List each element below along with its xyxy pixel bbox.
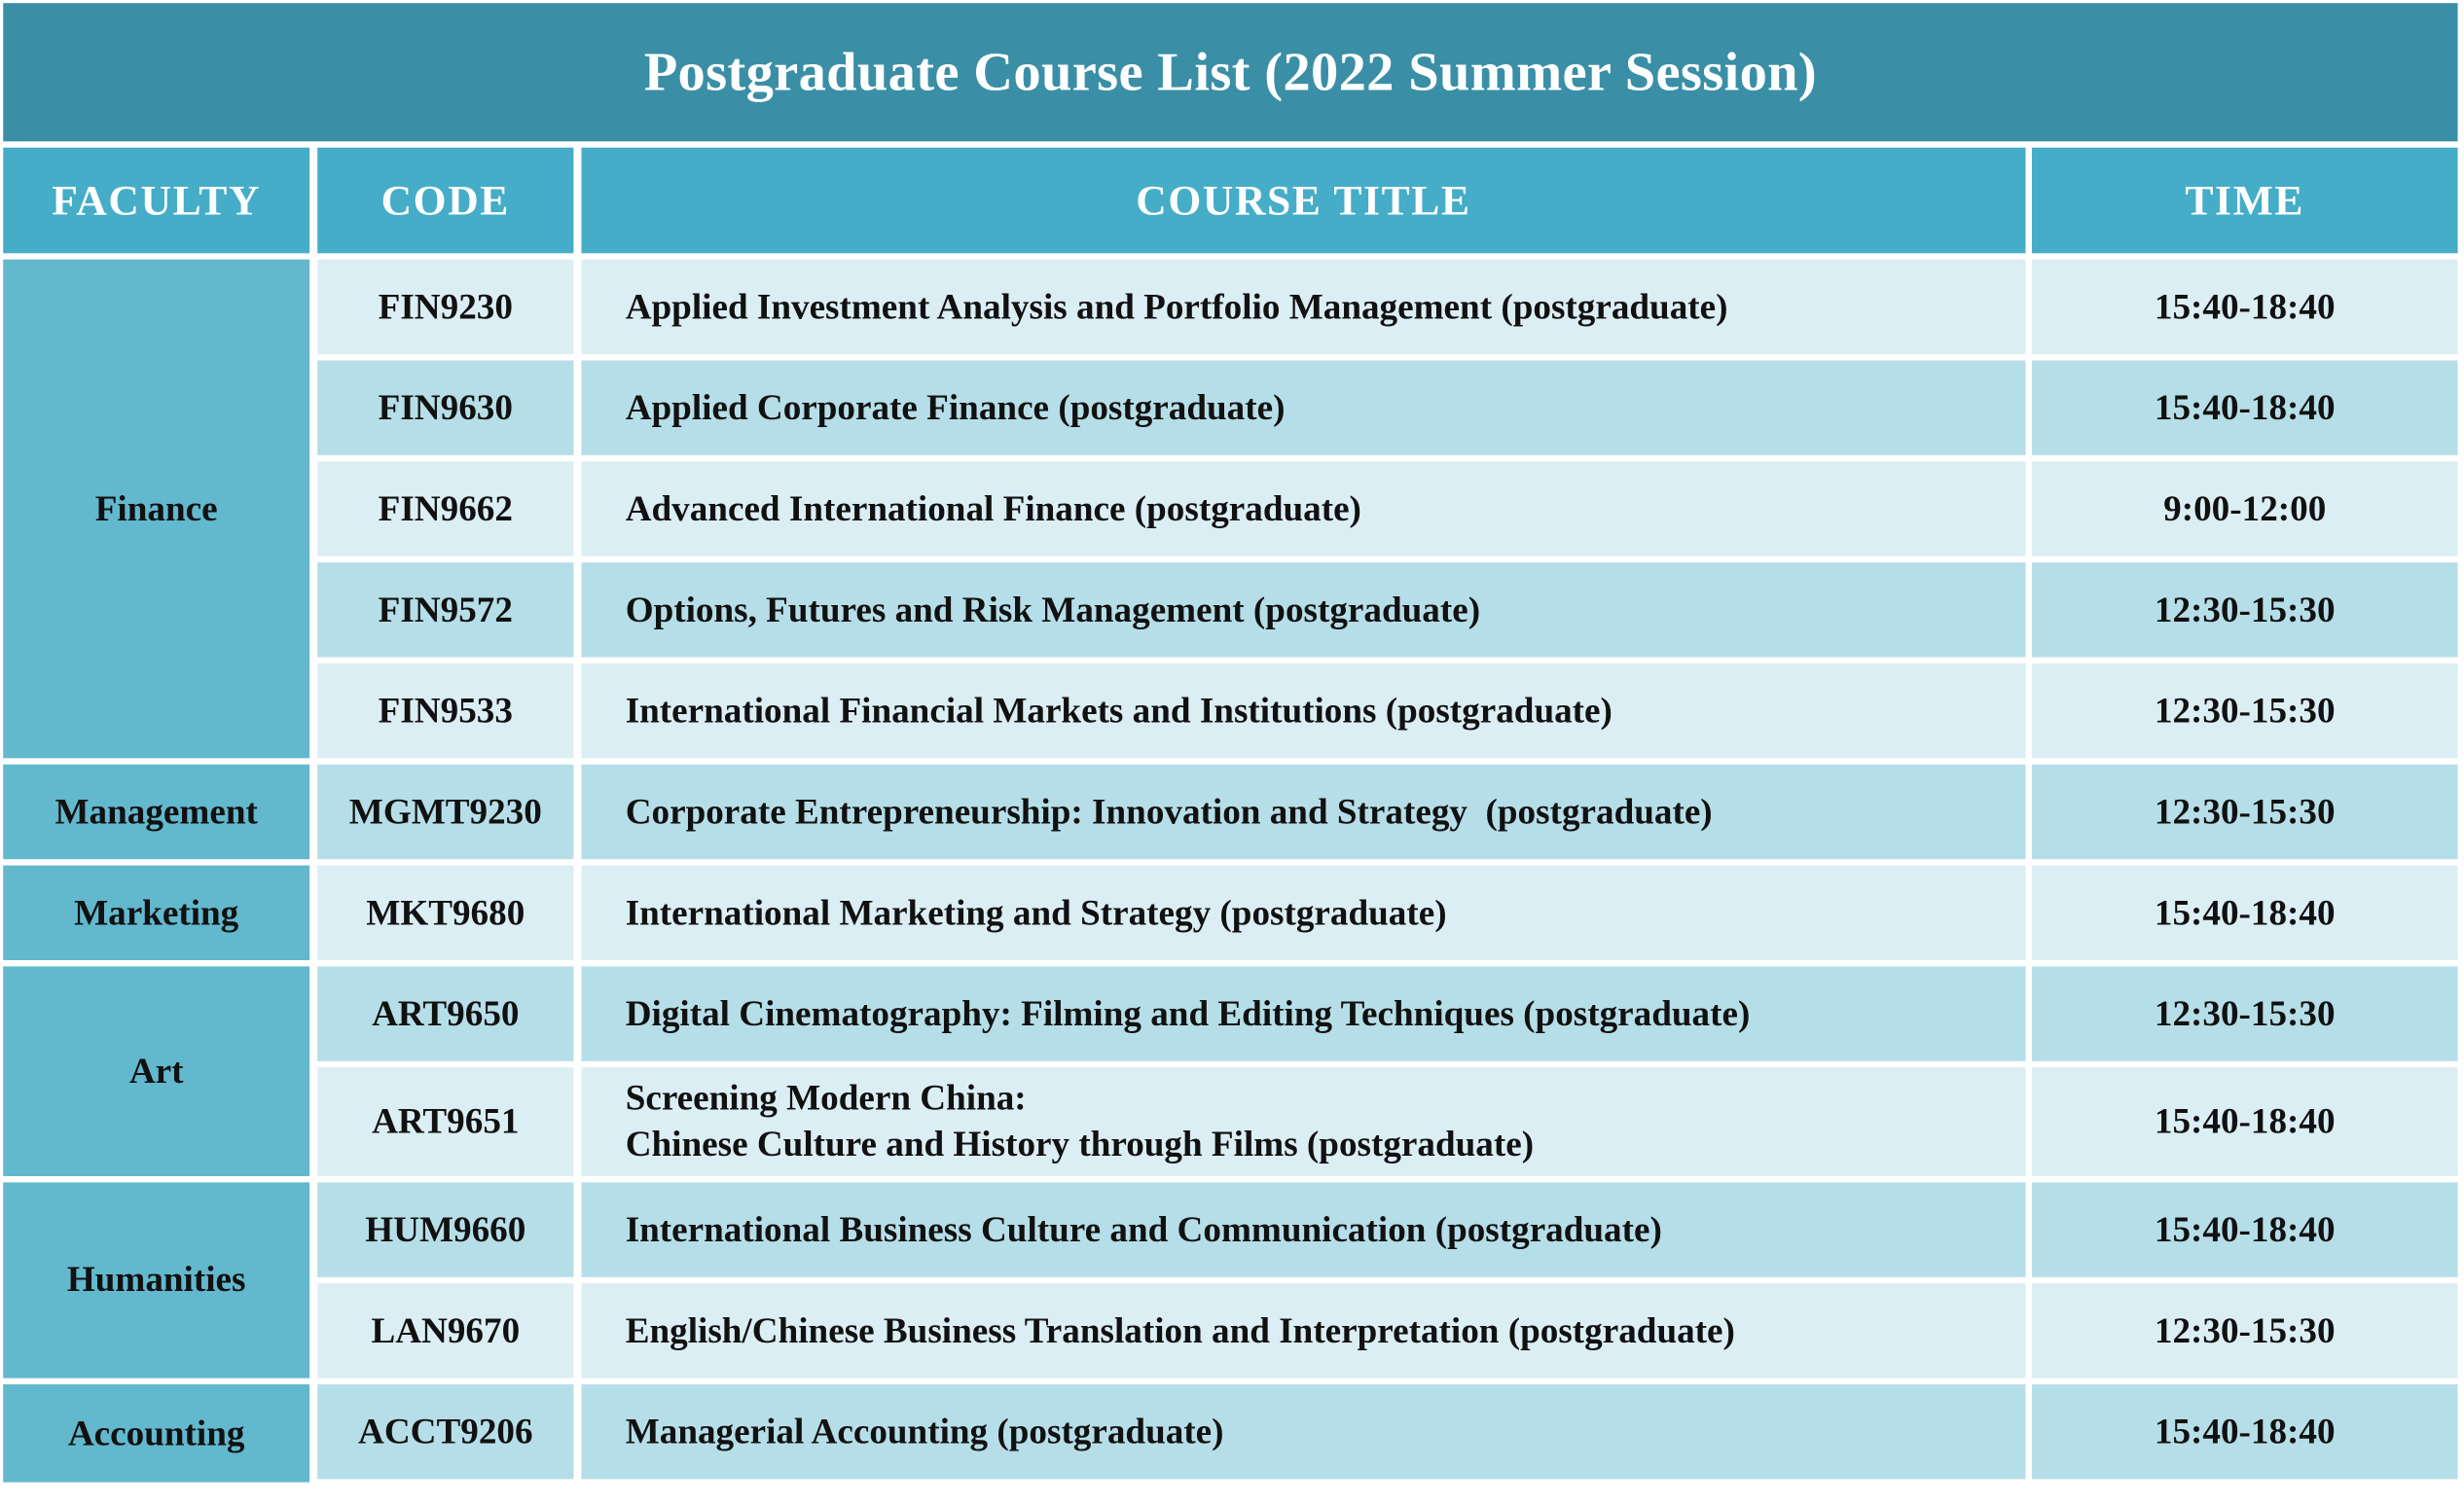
course-time: 15:40-18:40 — [2032, 1182, 2458, 1276]
course-time: 15:40-18:40 — [2032, 1067, 2458, 1176]
course-time: 12:30-15:30 — [2032, 1283, 2458, 1378]
course-time: 15:40-18:40 — [2032, 260, 2458, 354]
course-title: English/Chinese Business Translation and Interpretation (postgraduate) — [581, 1283, 2025, 1378]
course-title: Applied Corporate Finance (postgraduate) — [581, 361, 2025, 455]
course-code: ACCT9206 — [317, 1384, 573, 1479]
course-code: ART9650 — [317, 966, 573, 1060]
course-code: FIN9533 — [317, 663, 573, 758]
course-time: 12:30-15:30 — [2032, 966, 2458, 1060]
course-time: 9:00-12:00 — [2032, 461, 2458, 555]
course-title — [581, 1067, 2025, 1176]
faculty-art: Art — [3, 966, 309, 1176]
course-time: 15:40-18:40 — [2032, 1384, 2458, 1479]
course-code: FIN9230 — [317, 260, 573, 354]
faculty-management: Management — [3, 765, 309, 859]
table-title: Postgraduate Course List (2022 Summer Session) — [3, 3, 2457, 141]
course-code: MGMT9230 — [317, 765, 573, 859]
course-title: Advanced International Finance (postgraduate) — [581, 461, 2025, 555]
course-title: Applied Investment Analysis and Portfolio Management (postgraduate) — [581, 260, 2025, 354]
course-title: International Business Culture and Communication (postgraduate) — [581, 1182, 2025, 1276]
course-title-line: Screening Modern China: — [625, 1078, 1027, 1118]
course-time: 12:30-15:30 — [2032, 765, 2458, 859]
course-time: 12:30-15:30 — [2032, 562, 2458, 657]
course-title: International Financial Markets and Institutions (postgraduate) — [581, 663, 2025, 758]
course-title: Managerial Accounting (postgraduate) — [581, 1384, 2025, 1479]
course-title: International Marketing and Strategy (postgraduate) — [581, 866, 2025, 960]
faculty-marketing: Marketing — [3, 866, 309, 960]
course-code: FIN9662 — [317, 461, 573, 555]
course-code: FIN9630 — [317, 361, 573, 455]
course-code: HUM9660 — [317, 1182, 573, 1276]
course-time: 15:40-18:40 — [2032, 361, 2458, 455]
course-code: MKT9680 — [317, 866, 573, 960]
faculty-humanities: Humanities — [3, 1182, 309, 1378]
course-time: 15:40-18:40 — [2032, 866, 2458, 960]
faculty-accounting: Accounting — [3, 1384, 309, 1483]
course-title: Options, Futures and Risk Management (postgraduate) — [581, 562, 2025, 657]
header-faculty: FACULTY — [3, 148, 309, 254]
header-code: CODE — [317, 148, 573, 254]
faculty-finance: Finance — [3, 260, 309, 759]
header-time: TIME — [2032, 148, 2458, 254]
header-course-title: COURSE TITLE — [581, 148, 2025, 254]
course-code: FIN9572 — [317, 562, 573, 657]
course-title: Digital Cinematography: Filming and Editing Techniques (postgraduate) — [581, 966, 2025, 1060]
course-title-line: Chinese Culture and History through Films (postgraduate) — [625, 1125, 1535, 1164]
course-title: Corporate Entrepreneurship: Innovation and Strategy (postgraduate) — [581, 765, 2025, 859]
course-code: LAN9670 — [317, 1283, 573, 1378]
course-code: ART9651 — [317, 1067, 573, 1176]
course-time: 12:30-15:30 — [2032, 663, 2458, 758]
